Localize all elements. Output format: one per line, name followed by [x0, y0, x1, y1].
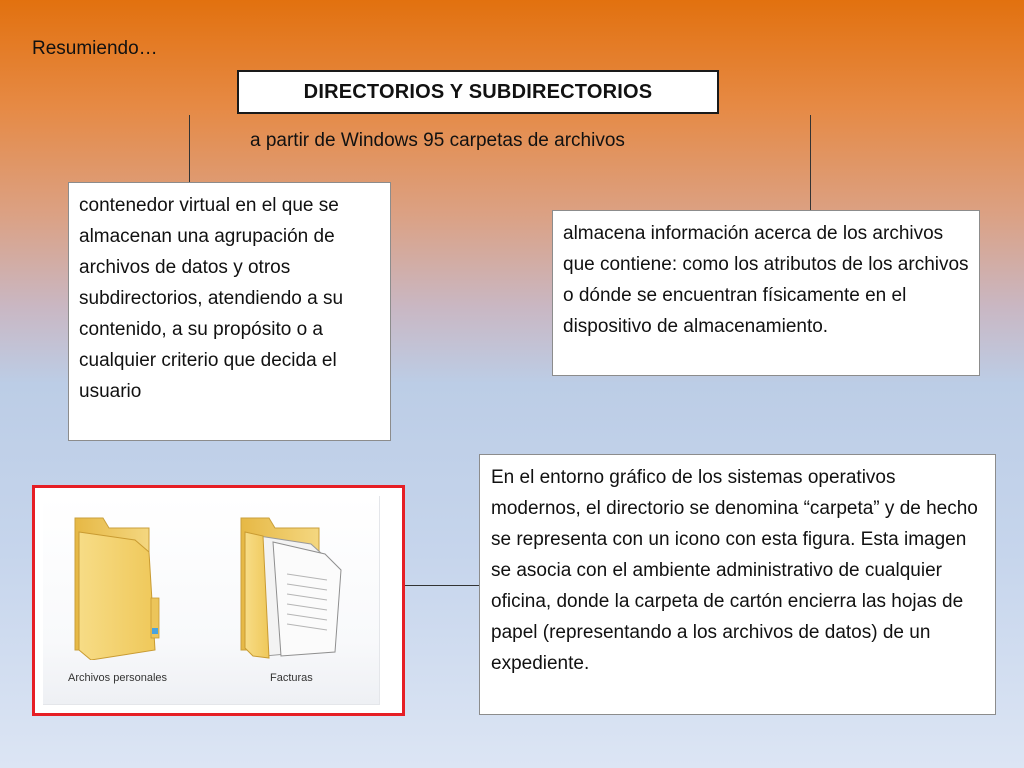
folders-screenshot: [32, 485, 405, 716]
folder-icon: [63, 510, 173, 660]
folder-label-facturas: Facturas: [270, 672, 313, 684]
page-title: [237, 70, 719, 114]
folder-description-box: En el entorno gráfico de los sistemas operativos modernos, el directorio se denomina “carpeta” y de hecho se representa con un icono con esta figura. Esta imagen se asocia con el ambiente administrativo de cualquier oficina, donde la carpeta de cartón encierra las hojas de papel (representando a los archivos de datos) de un expediente.: [479, 454, 996, 715]
connector-right: [810, 115, 811, 210]
information-box: almacena información acerca de los archivos que contiene: como los atributos de los archivos o dónde se encuentran físicamente en el dispositivo de almacenamiento.: [552, 210, 980, 376]
page-title-text: DIRECTORIOS Y SUBDIRECTORIOS: [303, 80, 653, 103]
intro-text: Resumiendo…: [32, 38, 158, 59]
folder-label-personal: Archivos personales: [68, 672, 168, 684]
folder-with-documents-icon: [229, 510, 349, 660]
connector-bottom: [405, 585, 479, 586]
definition-box: contenedor virtual en el que se almacenan una agrupación de archivos de datos y otros subdirectorios, atendiendo a su contenido, a su propósito o a cualquier criterio que decida el usuario: [68, 182, 391, 441]
subtitle: a partir de Windows 95 carpetas de archivos: [250, 130, 625, 151]
connector-left: [189, 115, 190, 182]
folders-panel: [43, 496, 380, 705]
